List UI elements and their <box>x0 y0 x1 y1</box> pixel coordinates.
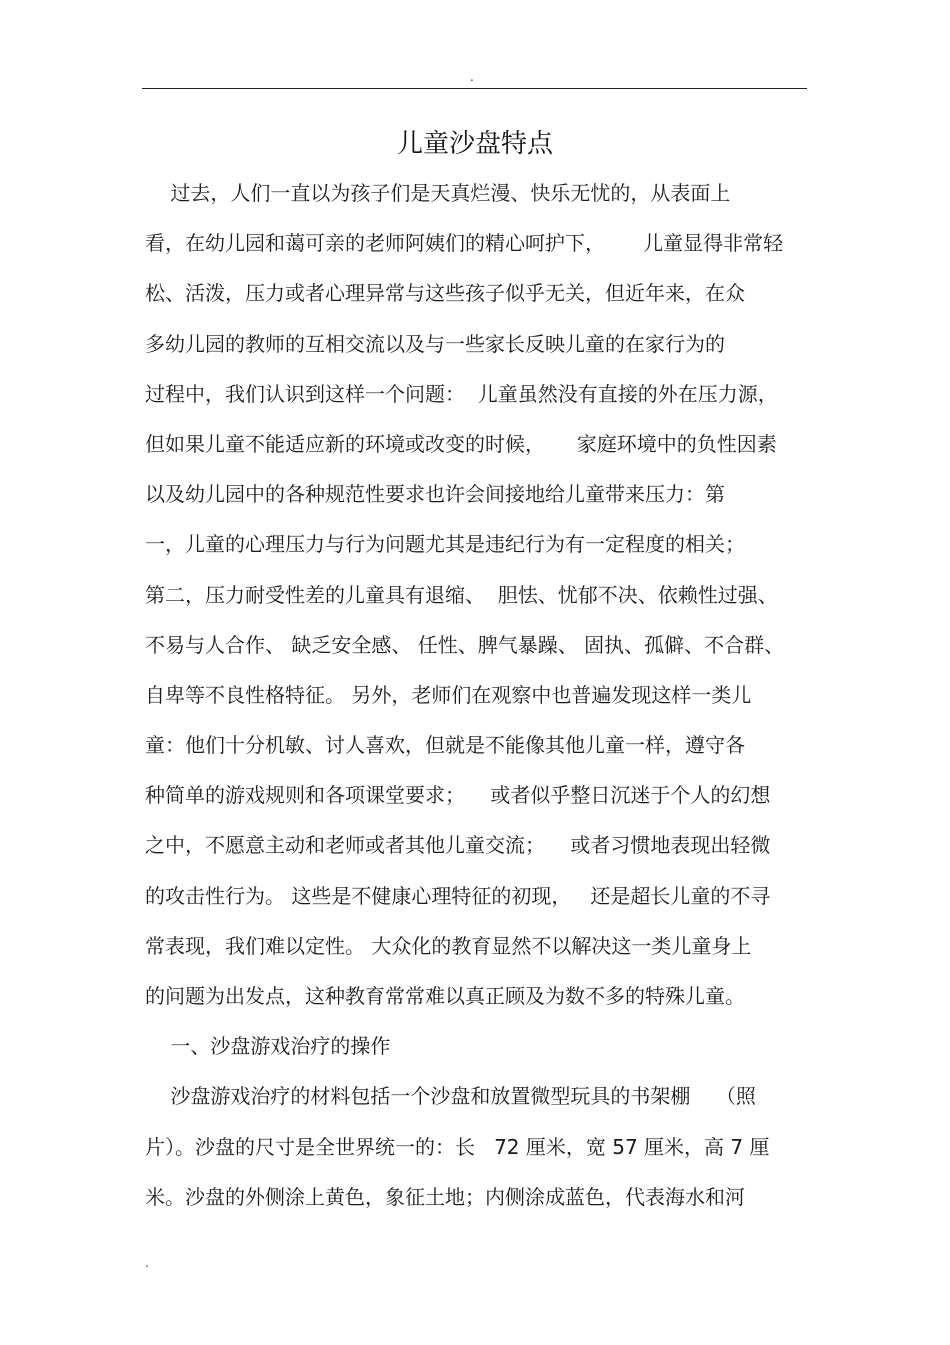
text-line: 松、活泼，压力或者心理异常与这些孩子似乎无关，但近年来，在众 <box>145 281 745 306</box>
text-line: 但如果儿童不能适应新的环境或改变的时候， 家庭环境中的负性因素 <box>145 431 777 456</box>
text-line: 以及幼儿园中的各种规范性要求也许会间接地给儿童带来压力：第 <box>145 482 725 507</box>
header-rule <box>142 88 807 89</box>
text-line: 种简单的游戏规则和各项课堂要求； 或者似乎整日沉迷于个人的幻想 <box>145 783 771 808</box>
text-line: 多幼儿园的教师的互相交流以及与一些家长反映儿童的在家行为的 <box>145 331 725 356</box>
footer-mark: . <box>145 1256 149 1270</box>
text-line: 片）。沙盘的尺寸是全世界统一的：长 72 厘米，宽 57 厘米，高 7 厘 <box>145 1134 770 1159</box>
text-line: 之中，不愿意主动和老师或者其他儿童交流； 或者习惯地表现出轻微 <box>145 833 771 858</box>
text-line: 米。沙盘的外侧涂上黄色，象征土地；内侧涂成蓝色，代表海水和河 <box>145 1184 745 1209</box>
text-line: 的问题为出发点，这种教育常常难以真正顾及为数不多的特殊儿童。 <box>145 984 745 1008</box>
text-line: 沙盘游戏治疗的材料包括一个沙盘和放置微型玩具的书架棚 （照 <box>145 1084 756 1109</box>
text-line: 童：他们十分机敏、讨人喜欢，但就是不能像其他儿童一样，遵守各 <box>145 733 745 758</box>
text-line: 一，儿童的心理压力与行为问题尤其是违纪行为有一定程度的相关； <box>145 532 745 557</box>
text-line: 常表现，我们难以定性。 大众化的教育显然不以解决这一类儿童身上 <box>145 933 752 958</box>
page-title: 儿童沙盘特点 <box>396 129 553 159</box>
text-line: 过去，人们一直以为孩子们是天真烂漫、快乐无忧的，从表面上 <box>145 181 731 205</box>
document-body <box>145 168 810 1222</box>
header-mark: . <box>470 70 474 84</box>
section-heading: 一、沙盘游戏治疗的操作 <box>145 1034 391 1059</box>
text-line: 不易与人合作、 缺乏安全感、 任性、脾气暴躁、 固执、孤僻、不合群、 <box>145 632 785 657</box>
text-line: 第二，压力耐受性差的儿童具有退缩、 胆怯、忧郁不决、依赖性过强、 <box>145 582 778 607</box>
text-line: 看，在幼儿园和蔼可亲的老师阿姨们的精心呵护下， 儿童显得非常轻 <box>145 231 784 256</box>
text-line: 自卑等不良性格特征。 另外，老师们在观察中也普遍发现这样一类儿 <box>145 682 752 707</box>
text-line: 过程中，我们认识到这样一个问题： 儿童虽然没有直接的外在压力源， <box>145 381 778 406</box>
text-line: 的攻击性行为。 这些是不健康心理特征的初现， 还是超长儿童的不寻 <box>145 883 771 908</box>
